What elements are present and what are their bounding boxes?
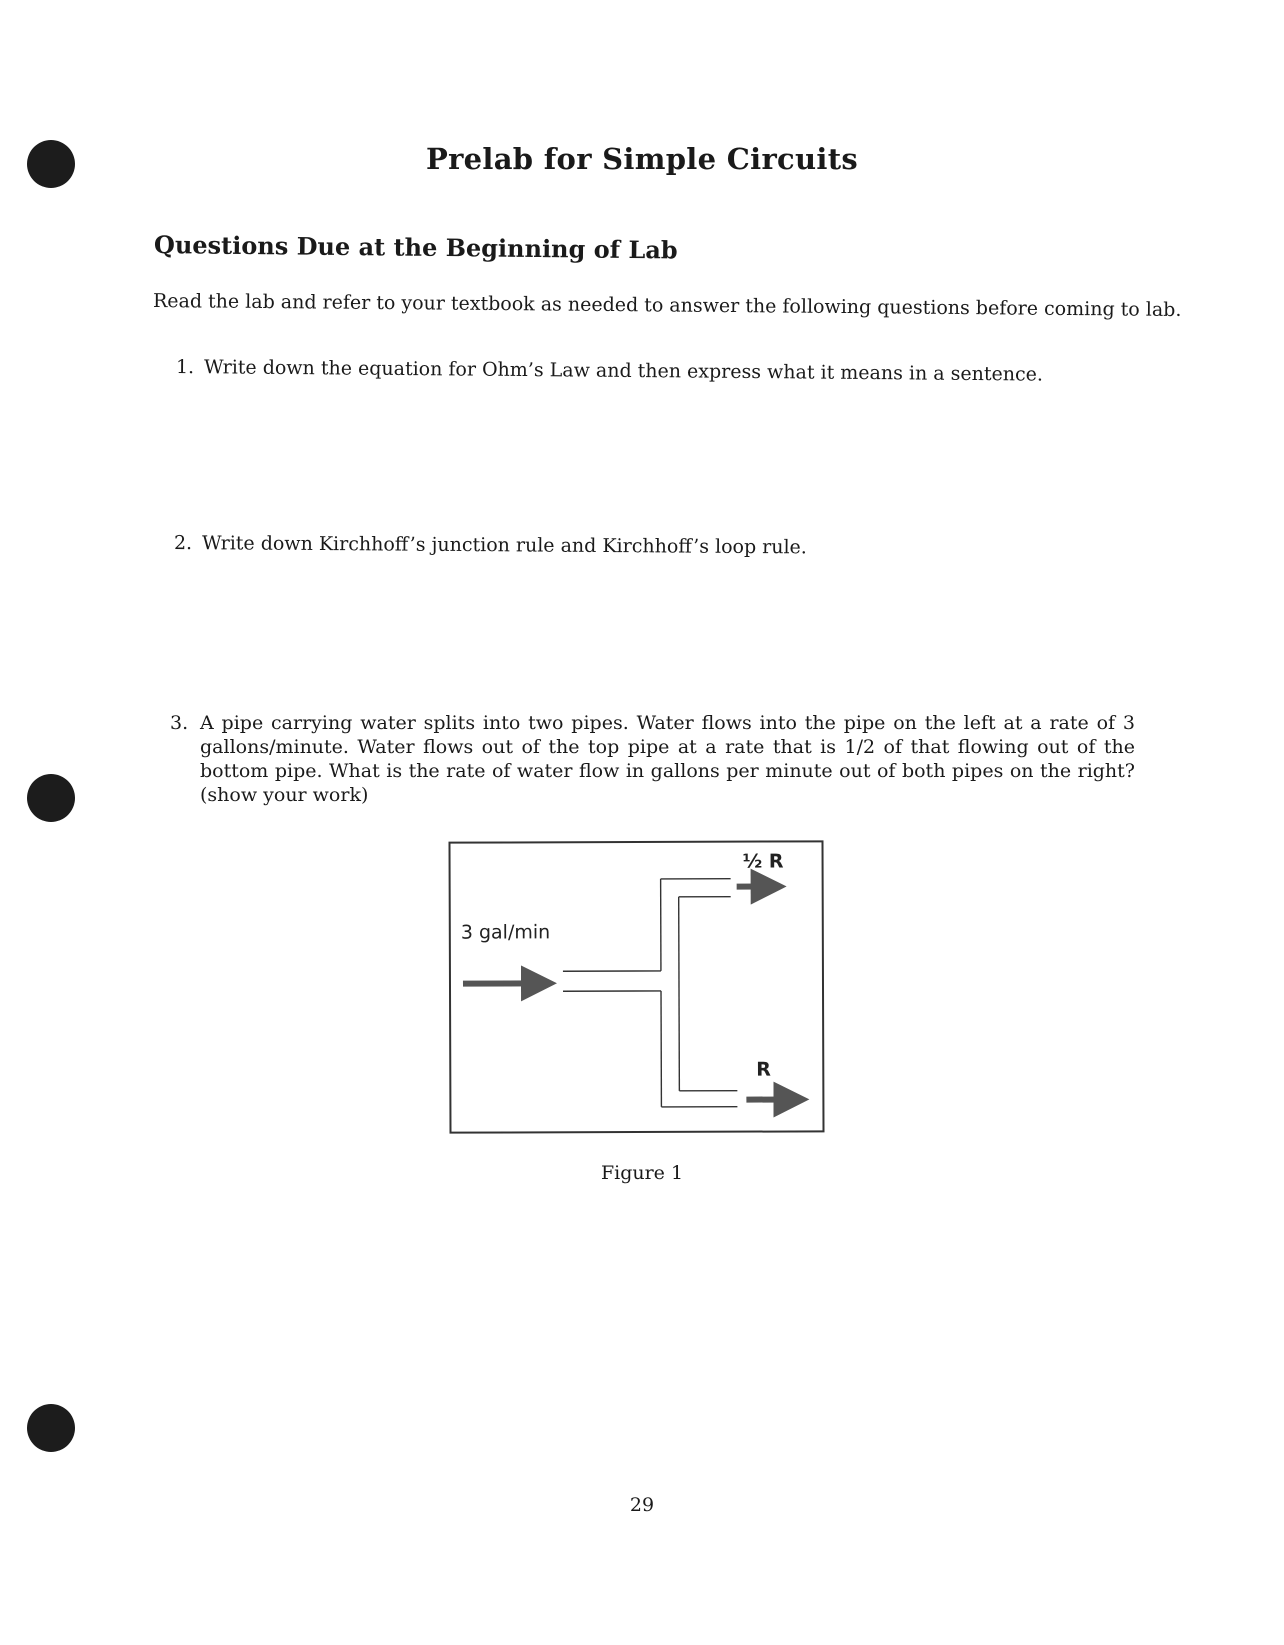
bottom-outflow-label: R: [756, 1058, 771, 1081]
binder-hole-middle: [27, 774, 75, 822]
question-number: 2.: [173, 532, 193, 555]
intro-paragraph: Read the lab and refer to your textbook as needed to answer the following questions before coming to lab.: [152, 290, 1182, 321]
question-text: Write down Kirchhoff’s junction rule and Kirchhoff’s loop rule.: [201, 532, 807, 559]
question-3: [170, 711, 1135, 807]
top-outflow-label: ½ R: [742, 850, 784, 873]
pipe-diagram: [448, 840, 824, 1133]
question-number: 1.: [175, 356, 195, 379]
question-text: Write down the equation for Ohm’s Law and then express what it means in a sentence.: [203, 356, 1044, 386]
question-2: [174, 531, 807, 559]
split-inner-wall: [679, 897, 680, 1091]
binder-hole-bottom: [27, 1404, 75, 1452]
question-text: A pipe carrying water splits into two pipes. Water flows into the pipe on the left at a rate of 3 gallons/minute. Water flows out of the top pipe at a rate that is 1/2 of that flowing out of the bottom pipe. What is the rate of water flow in gallons per minute out of both pipes on the right? (show your work): [200, 712, 1135, 806]
figure-caption: Figure 1: [600, 1162, 684, 1184]
inflow-label: 3 gal/min: [460, 921, 551, 944]
page-number: 29: [629, 1494, 655, 1516]
pipe-drawing: [450, 842, 822, 1131]
question-number: 3.: [170, 712, 189, 734]
question-1: [176, 355, 1043, 387]
page-title: Prelab for Simple Circuits: [425, 142, 859, 176]
section-heading: Questions Due at the Beginning of Lab: [153, 230, 678, 265]
